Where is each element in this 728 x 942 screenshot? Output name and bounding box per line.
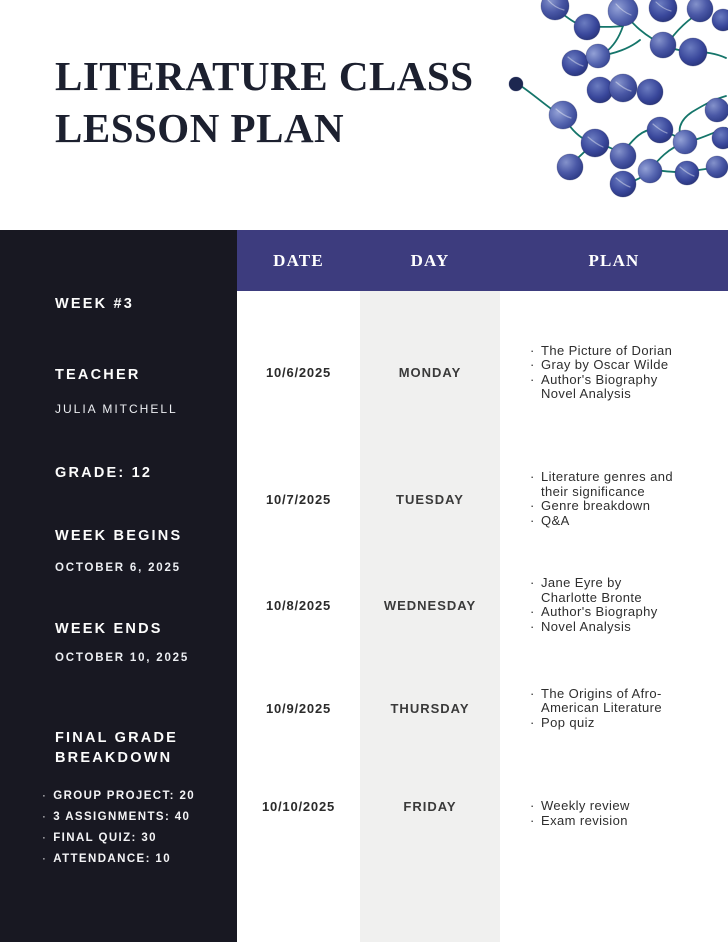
bullet-icon: · — [530, 342, 535, 358]
teacher-label: TEACHER — [55, 367, 141, 383]
table-row — [237, 291, 728, 454]
final-grade-label: FINAL GRADE BREAKDOWN — [55, 730, 179, 766]
teacher-name: JULIA MITCHELL — [55, 402, 178, 416]
bullet-icon: · — [530, 357, 535, 372]
table-rows — [237, 291, 728, 942]
plan-item: · Q&A — [530, 512, 570, 528]
column-header-date: DATE — [273, 250, 324, 270]
week-ends-date: OCTOBER 10, 2025 — [55, 652, 190, 664]
plan-cell — [500, 470, 728, 528]
table-body — [237, 291, 728, 942]
page-title — [55, 50, 474, 154]
date-cell: 10/8/2025 — [265, 597, 332, 613]
table-header-row — [237, 230, 728, 291]
plan-item: · Author's Biography — [530, 604, 658, 619]
table-row — [237, 454, 728, 560]
bullet-icon: · — [530, 498, 535, 513]
plan-item: · Literature genres and — [530, 469, 673, 484]
plan-cell — [500, 344, 728, 402]
plan-item: · Pop quiz — [530, 714, 595, 730]
plan-item: their significance — [541, 483, 646, 499]
bullet-icon: · — [530, 714, 535, 730]
page-title-line2: LESSON PLAN — [55, 105, 345, 151]
bullet-icon: · — [530, 575, 535, 590]
grade-breakdown-item — [42, 853, 219, 865]
header-band — [0, 0, 728, 230]
grade-breakdown-list — [42, 790, 219, 865]
plan-item: · Author's Biography — [530, 371, 658, 387]
week-number: WEEK #3 — [55, 296, 135, 312]
bullet-icon: · — [42, 790, 48, 802]
grade-breakdown-item — [42, 832, 219, 844]
grade-value: GRADE: 12 — [55, 465, 153, 481]
bullet-icon: · — [530, 512, 535, 528]
table-row — [237, 769, 728, 942]
day-cell: TUESDAY — [396, 491, 464, 507]
bullet-icon: · — [42, 853, 48, 865]
grade-breakdown-text: ATTENDANCE: 10 — [53, 853, 172, 865]
schedule-table — [237, 230, 728, 942]
plan-item: · Genre breakdown — [530, 498, 651, 513]
plan-item: · The Origins of Afro- — [530, 685, 662, 701]
plan-item: · Novel Analysis — [530, 618, 632, 634]
plan-cell — [500, 687, 728, 731]
plan-item: · Jane Eyre by — [530, 575, 622, 590]
column-header-day: DAY — [410, 250, 450, 270]
day-cell: WEDNESDAY — [383, 597, 477, 613]
plan-item: American Literature — [541, 700, 663, 716]
date-cell: 10/6/2025 — [265, 365, 332, 380]
bullet-icon: · — [530, 798, 535, 813]
grade-breakdown-text: FINAL QUIZ: 30 — [53, 832, 157, 844]
info-sidebar — [0, 230, 237, 942]
eucalyptus-illustration-icon — [480, 0, 728, 212]
grade-breakdown-text: 3 ASSIGNMENTS: 40 — [53, 811, 191, 823]
bullet-icon: · — [530, 618, 535, 634]
day-cell: MONDAY — [398, 365, 462, 380]
day-cell: FRIDAY — [403, 799, 457, 814]
day-cell: THURSDAY — [390, 701, 470, 716]
page-title-line1: LITERATURE CLASS — [55, 53, 474, 99]
bullet-icon: · — [530, 604, 535, 619]
bullet-icon: · — [42, 832, 48, 844]
date-cell: 10/10/2025 — [261, 799, 336, 814]
bullet-icon: · — [530, 812, 535, 828]
date-cell: 10/7/2025 — [265, 491, 332, 507]
bullet-icon: · — [530, 371, 535, 387]
table-row — [237, 664, 728, 769]
plan-item: · Gray by Oscar Wilde — [530, 357, 669, 372]
column-header-plan: PLAN — [588, 250, 640, 270]
date-cell: 10/9/2025 — [265, 701, 332, 716]
bullet-icon: · — [530, 469, 535, 484]
plan-item: Charlotte Bronte — [541, 589, 643, 605]
grade-breakdown-item — [42, 811, 219, 823]
plan-item: · The Picture of Dorian — [530, 342, 673, 358]
plan-cell — [500, 799, 728, 828]
grade-breakdown-text: GROUP PROJECT: 20 — [53, 790, 196, 802]
plan-item: · Weekly review — [530, 798, 630, 813]
week-begins-date: OCTOBER 6, 2025 — [55, 562, 181, 574]
week-begins-label: WEEK BEGINS — [55, 528, 183, 544]
plan-item: · Exam revision — [530, 812, 628, 828]
grade-breakdown-item — [42, 790, 219, 802]
plan-cell — [500, 576, 728, 634]
plan-item: Novel Analysis — [541, 386, 632, 401]
bullet-icon: · — [530, 685, 535, 701]
bullet-icon: · — [42, 811, 48, 823]
week-ends-label: WEEK ENDS — [55, 621, 163, 637]
table-row — [237, 560, 728, 664]
